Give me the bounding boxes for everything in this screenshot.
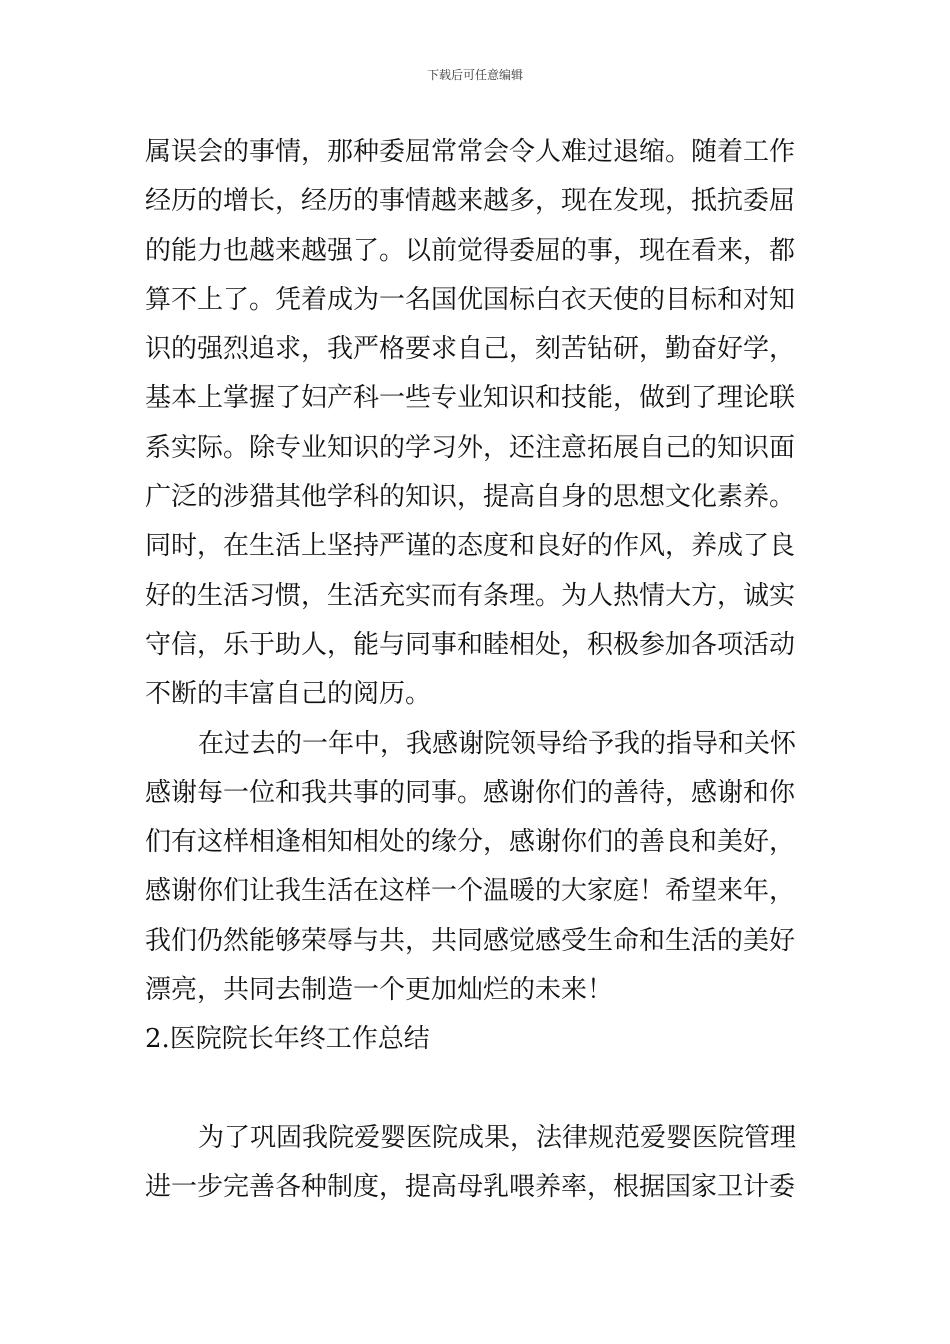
section-gap: [145, 1065, 815, 1114]
paragraph-line: 的能力也越来越强了。以前觉得委屈的事，现在看来，都: [145, 235, 796, 266]
paragraph-line: 属误会的事情，那种委屈常常会令人难过退缩。随着工作: [145, 137, 796, 167]
paragraph-line: 算不上了。凭着成为一名国优国标白衣天使的目标和对知: [145, 284, 796, 315]
paragraph-line: 系实际。除专业知识的学习外，还注意拓展自己的知识面: [145, 432, 796, 463]
paragraph-line: 们有这样相逢相知相处的缘分，感谢你们的善良和美好，: [145, 827, 796, 858]
paragraph-line: 进一步完善各种制度，提高母乳喂养率，根据国家卫计委: [145, 1171, 796, 1202]
paragraph-line: 广泛的涉猎其他学科的知识，提高自身的思想文化素养。: [145, 482, 796, 513]
paragraph-line: 基本上掌握了妇产科一些专业知识和技能，做到了理论联: [145, 383, 796, 414]
paragraph-line: 我们仍然能够荣辱与共，共同感觉感受生命和生活的美好: [145, 925, 796, 956]
paragraph-line: 在过去的一年中，我感谢院领导给予我的指导和关怀: [198, 728, 797, 759]
paragraph-line: 感谢你们让我生活在这样一个温暖的大家庭！希望来年，: [145, 876, 796, 907]
paragraph-line: 识的强烈追求，我严格要求自己，刻苦钻研，勤奋好学，: [145, 334, 796, 365]
paragraph-line: 为了巩固我院爱婴医院成果，法律规范爱婴医院管理: [198, 1122, 797, 1153]
paragraph-line: 经历的增长，经历的事情越来越多，现在发现，抵抗委屈: [145, 186, 796, 217]
section-heading: 2.医院院长年终工作总结: [145, 1024, 430, 1055]
paragraph-line: 同时，在生活上坚持严谨的态度和良好的作风，养成了良: [145, 531, 796, 562]
paragraph-line: 漂亮，共同去制造一个更加灿烂的未来！: [145, 975, 614, 1006]
paragraph-line: 不断的丰富自己的阅历。: [145, 679, 432, 710]
paragraph-line: 守信，乐于助人，能与同事和睦相处，积极参加各项活动: [145, 629, 796, 660]
paragraph-line: 感谢每一位和我共事的同事。感谢你们的善待，感谢和你: [145, 777, 796, 808]
paragraph-line: 好的生活习惯，生活充实而有条理。为人热情大方，诚实: [145, 580, 796, 611]
document-body: [145, 128, 815, 1212]
page-header: 下载后可任意编辑: [426, 68, 523, 82]
